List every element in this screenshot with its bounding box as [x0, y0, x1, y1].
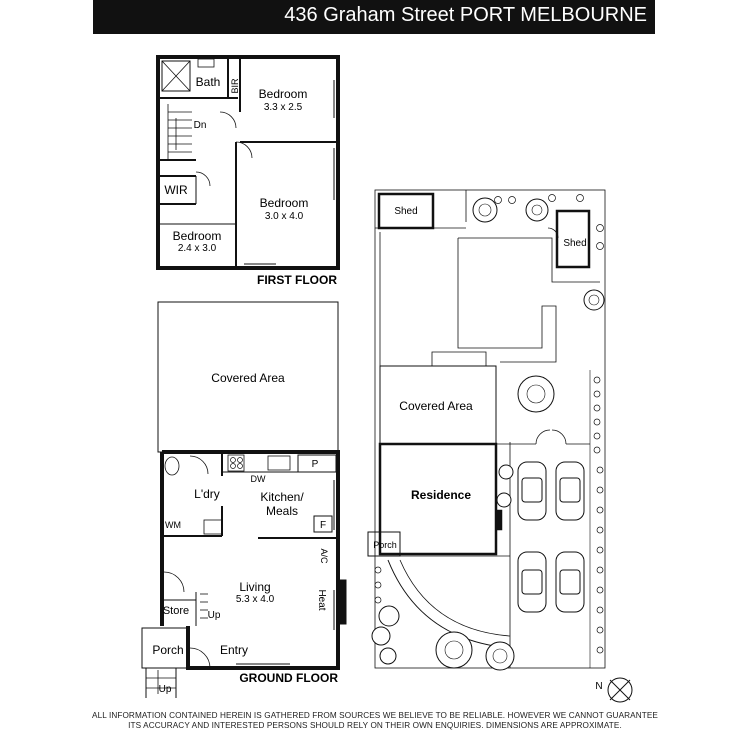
label-site-porch: Porch: [373, 540, 397, 550]
car-2: [556, 462, 584, 520]
car-4: [556, 552, 584, 612]
tree: [499, 465, 513, 479]
label-living: Living: [239, 580, 271, 594]
compass-north-label: N: [595, 681, 603, 692]
parked-cars: [518, 462, 584, 612]
label-shed-2: Shed: [563, 238, 587, 249]
tree: [372, 627, 390, 645]
tree: [436, 632, 472, 668]
label-kitchen-line2: Meals: [265, 504, 299, 518]
size-living: 5.3 x 4.0: [235, 594, 275, 605]
first-floor-label: FIRST FLOOR: [257, 273, 337, 287]
label-dw: DW: [250, 474, 266, 484]
label-bedroom-1: Bedroom: [258, 87, 308, 101]
tree: [584, 290, 604, 310]
label-ac: A/C: [319, 548, 329, 564]
label-entry: Entry: [219, 643, 249, 657]
size-bedroom-2: 3.0 x 4.0: [264, 211, 304, 222]
label-kitchen-line1: Kitchen/: [260, 490, 304, 504]
label-store: Store: [162, 605, 190, 617]
ground-floor-label: GROUND FLOOR: [239, 671, 338, 685]
tree: [486, 642, 514, 670]
tree: [518, 376, 554, 412]
label-bir: BIR: [230, 78, 240, 94]
disclaimer-line-2: ITS ACCURACY AND INTERESTED PERSONS SHOULD RELY ON THEIR OWN ENQUIRIES. DIMENSIONS ARE APPROXIMATE.: [128, 721, 622, 730]
label-covered-area: Covered Area: [211, 371, 285, 385]
label-laundry: L'dry: [194, 487, 220, 501]
car-3: [518, 552, 546, 612]
tree: [379, 606, 399, 626]
size-bedroom-3: 2.4 x 3.0: [177, 243, 217, 254]
tree: [380, 648, 396, 664]
label-bath: Bath: [195, 75, 221, 89]
label-up-inner: Up: [207, 610, 221, 621]
label-heat: Heat: [316, 589, 327, 611]
label-porch: Porch: [152, 643, 184, 657]
page-title: 436 Graham Street PORT MELBOURNE: [284, 4, 647, 26]
tree: [497, 493, 511, 507]
tree: [526, 199, 548, 221]
disclaimer-line-1: ALL INFORMATION CONTAINED HEREIN IS GATHERED FROM SOURCES WE BELIEVE TO BE RELIABLE. HOWEVER WE CANNOT GUARANTEE: [92, 711, 658, 720]
label-wm: WM: [165, 520, 181, 530]
car-1: [518, 462, 546, 520]
label-dn: Dn: [193, 120, 207, 131]
label-up-outer: Up: [158, 684, 172, 695]
size-bedroom-1: 3.3 x 2.5: [263, 102, 303, 113]
label-shed-1: Shed: [394, 206, 418, 217]
compass-icon: [608, 678, 632, 702]
label-wir: WIR: [164, 183, 188, 197]
label-site-covered-area: Covered Area: [399, 399, 473, 413]
label-residence: Residence: [410, 488, 472, 502]
label-bedroom-3: Bedroom: [172, 229, 222, 243]
ground-floor-plan: [142, 302, 346, 698]
tree: [473, 198, 497, 222]
label-bedroom-2: Bedroom: [259, 196, 309, 210]
label-pantry: P: [311, 459, 319, 470]
label-fridge: F: [319, 520, 327, 531]
